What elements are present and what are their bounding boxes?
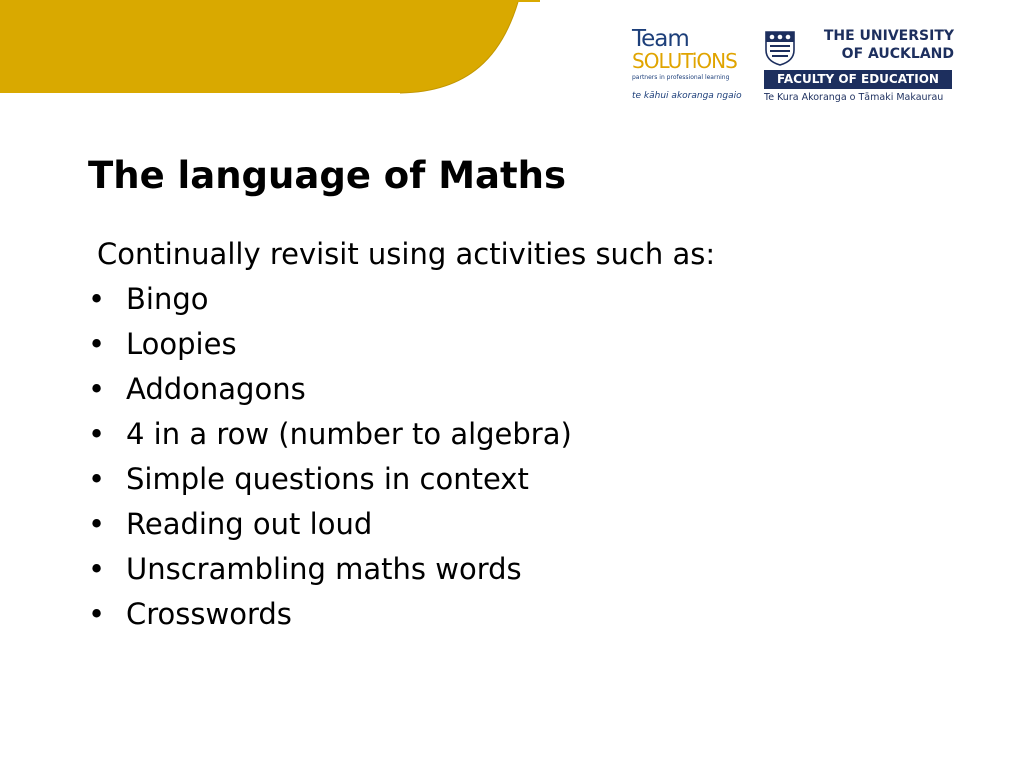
logo-team-text: Team [632, 26, 689, 52]
bullet-icon: • [88, 597, 106, 631]
list-item-text: Loopies [126, 327, 237, 361]
logo-solutions-text: SOLUTiONS [632, 49, 737, 73]
slide-title: The language of Maths [88, 154, 567, 197]
list-item-text: Reading out loud [126, 507, 373, 541]
university-logo [762, 26, 958, 108]
header-decoration [0, 0, 540, 96]
logo-maori-tagline: te kāhui akoranga ngaio [632, 91, 742, 101]
list-item-text: Addonagons [126, 372, 306, 406]
university-name-line1: THE UNIVERSITY [823, 28, 954, 44]
list-item-text: Unscrambling maths words [126, 552, 522, 586]
faculty-banner: FACULTY OF EDUCATION [764, 70, 952, 89]
bullet-icon: • [88, 507, 106, 541]
list-item-text: Bingo [126, 282, 209, 316]
bullet-icon: • [88, 417, 106, 451]
team-solutions-logo [628, 26, 754, 106]
bullet-icon: • [88, 327, 106, 361]
list-item-text: 4 in a row (number to algebra) [126, 417, 572, 451]
intro-text: Continually revisit using activities such as: [97, 237, 716, 271]
logo-tagline: partners in professional learning [632, 74, 730, 81]
bullet-icon: • [88, 552, 106, 586]
university-name-line2: OF AUCKLAND [841, 46, 954, 62]
list-item-text: Crosswords [126, 597, 292, 631]
list-item-text: Simple questions in context [126, 462, 529, 496]
bullet-icon: • [88, 372, 106, 406]
bullet-icon: • [88, 462, 106, 496]
crest-icon [764, 30, 796, 66]
faculty-maori-name: Te Kura Akoranga o Tāmaki Makaurau [764, 92, 944, 103]
bullet-icon: • [88, 282, 106, 316]
